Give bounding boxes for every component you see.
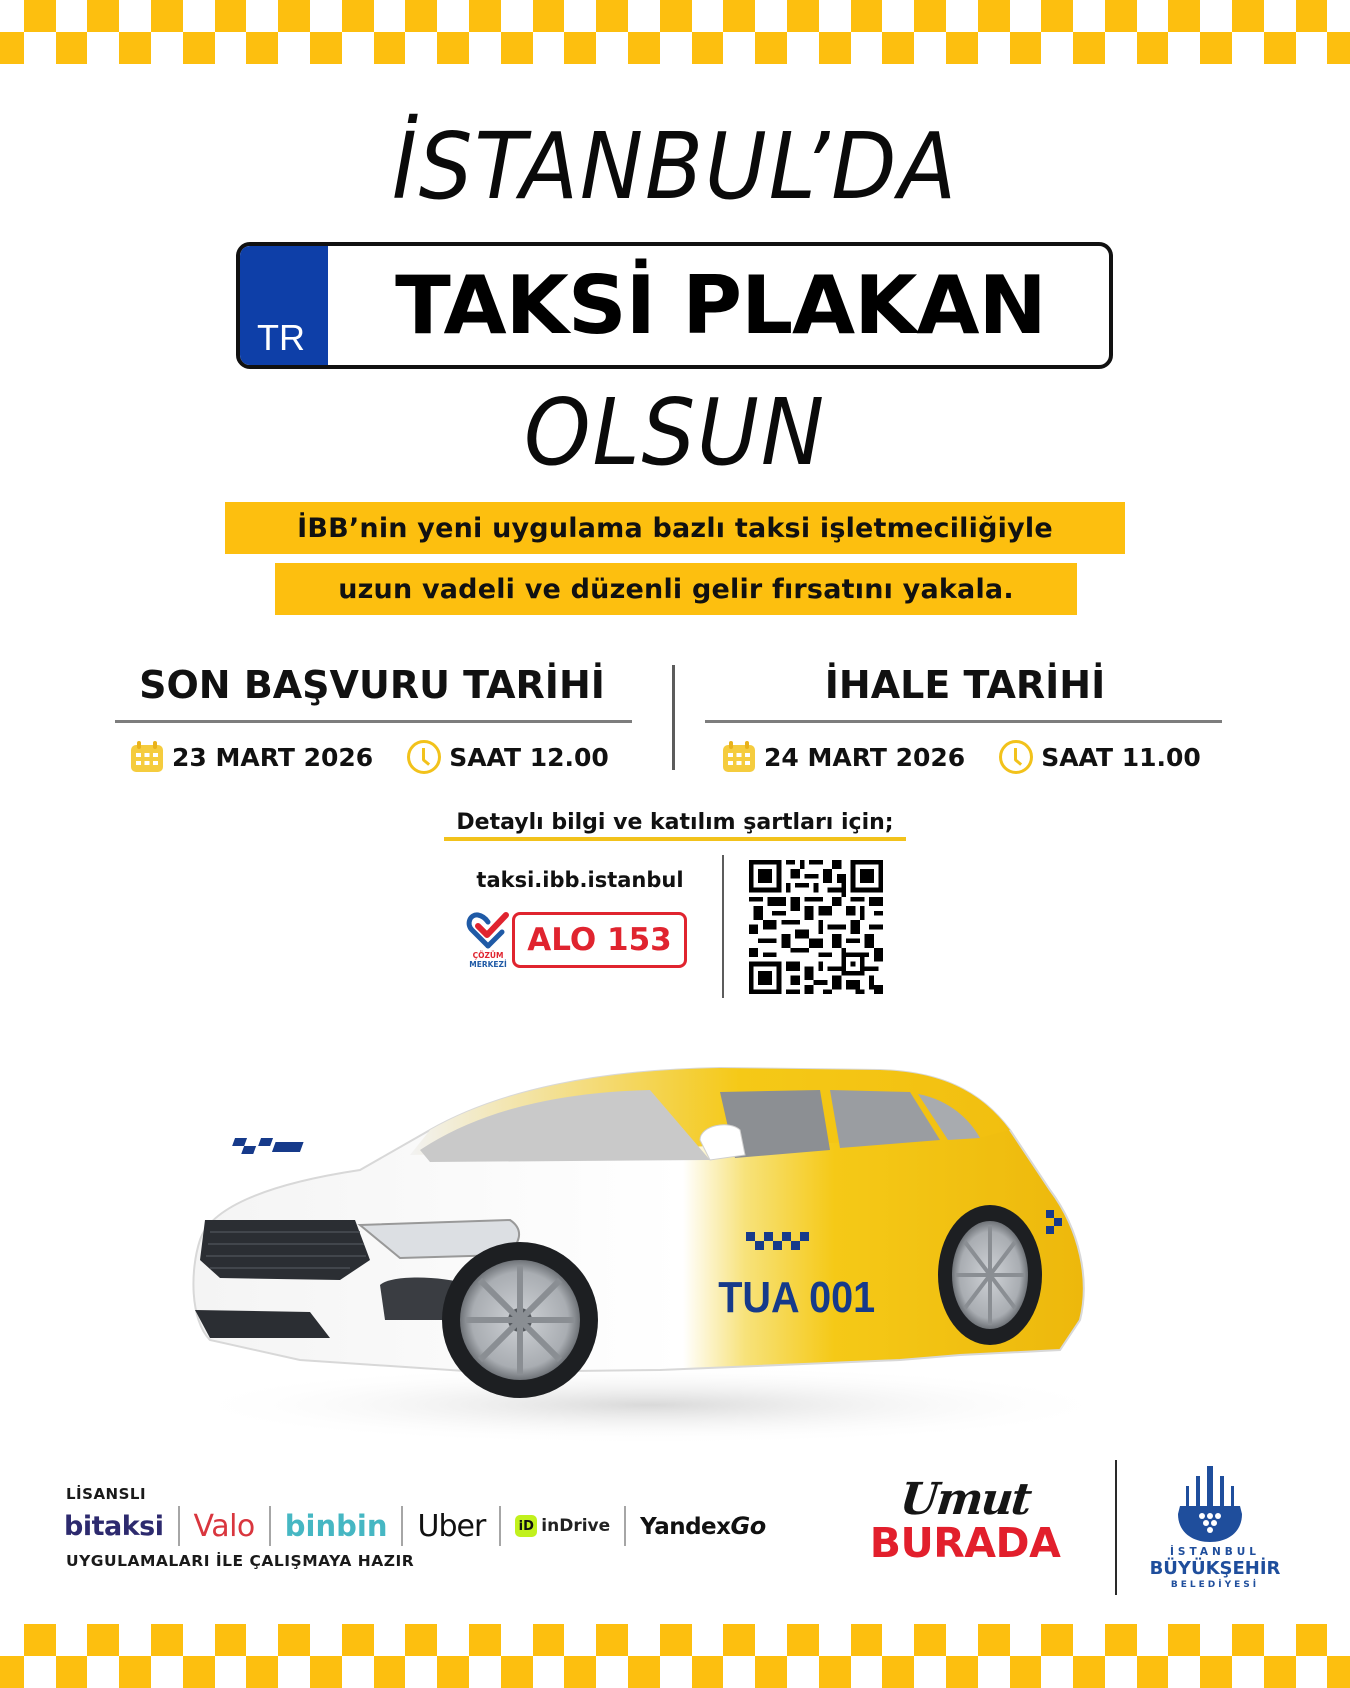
checker-square <box>946 32 978 64</box>
partner-separator <box>178 1506 180 1546</box>
checker-square <box>723 32 755 64</box>
checker-square <box>246 0 278 32</box>
checker-square <box>1105 1624 1137 1656</box>
partner-uber: Uber <box>417 1508 486 1544</box>
checker-square <box>24 1656 56 1688</box>
checker-square <box>1168 0 1200 32</box>
partner-separator <box>401 1506 403 1546</box>
checker-square <box>628 1656 660 1688</box>
checker-square <box>564 1624 596 1656</box>
checker-square <box>278 1624 310 1656</box>
checker-square <box>851 0 883 32</box>
application-date-text: 23 MART 2026 <box>172 742 374 772</box>
checker-square <box>755 0 787 32</box>
checker-square <box>723 1656 755 1688</box>
checker-square <box>914 0 946 32</box>
checker-square <box>1200 1624 1232 1656</box>
checker-square <box>1232 32 1264 64</box>
tender-date-details <box>722 740 1201 774</box>
partners-prefix: LİSANSLI <box>66 1485 147 1503</box>
checker-square <box>87 1656 119 1688</box>
checker-square <box>215 32 247 64</box>
highlight-text-1: İBB’nin yeni uygulama bazlı taksi işletmeciliğiyle <box>297 512 1053 544</box>
checker-square <box>151 1656 183 1688</box>
checker-square <box>183 1624 215 1656</box>
checker-square <box>374 1624 406 1656</box>
checker-square <box>851 1624 883 1656</box>
partner-yandex-go <box>640 1512 766 1540</box>
checker-square <box>1296 1624 1328 1656</box>
checker-square <box>692 0 724 32</box>
checker-square <box>246 1624 278 1656</box>
checker-square <box>1010 0 1042 32</box>
license-plate-banner <box>236 242 1113 369</box>
checker-square <box>978 0 1010 32</box>
checker-square <box>787 0 819 32</box>
checker-square <box>0 1656 24 1688</box>
checker-square <box>1041 0 1073 32</box>
tender-date-text: 24 MART 2026 <box>764 742 966 772</box>
highlight-line-2 <box>275 563 1077 615</box>
checker-square <box>87 32 119 64</box>
checker-square <box>1168 1624 1200 1656</box>
checker-square <box>851 1656 883 1688</box>
checker-square <box>946 0 978 32</box>
checker-square <box>56 32 88 64</box>
checker-square <box>596 32 628 64</box>
application-deadline-title: SON BAŞVURU TARİHİ <box>139 663 605 707</box>
checker-square <box>87 0 119 32</box>
checker-square <box>660 0 692 32</box>
checker-square <box>914 1656 946 1688</box>
checker-square <box>1137 32 1169 64</box>
qr-code-icon[interactable] <box>749 860 883 994</box>
checker-square <box>469 32 501 64</box>
checker-square <box>342 0 374 32</box>
checker-square <box>692 1656 724 1688</box>
checker-square <box>723 0 755 32</box>
ibb-logo-line-2: BÜYÜKŞEHİR <box>1149 1558 1281 1579</box>
checker-square <box>1105 32 1137 64</box>
checker-square <box>151 0 183 32</box>
checker-square <box>1327 1656 1350 1688</box>
headline-line-1: İSTANBUL’DA <box>391 113 959 220</box>
checker-square <box>0 0 24 32</box>
checker-square <box>151 32 183 64</box>
checker-square <box>692 32 724 64</box>
tender-time <box>999 740 1201 774</box>
checker-square <box>374 32 406 64</box>
checker-square <box>978 32 1010 64</box>
tender-date-title: İHALE TARİHİ <box>824 663 1106 707</box>
checker-square <box>1105 1656 1137 1688</box>
checker-square <box>564 1656 596 1688</box>
checker-square <box>1327 1624 1350 1656</box>
checker-square <box>310 32 342 64</box>
checker-square <box>0 32 24 64</box>
calendar-icon <box>722 741 756 773</box>
checker-square <box>819 32 851 64</box>
checker-square <box>1232 1624 1264 1656</box>
checker-square <box>437 1656 469 1688</box>
checker-square <box>755 32 787 64</box>
website-link[interactable]: taksi.ibb.istanbul <box>476 868 684 892</box>
partner-indrive <box>515 1515 610 1537</box>
checker-square <box>437 32 469 64</box>
checker-square <box>469 1656 501 1688</box>
checker-square <box>501 1656 533 1688</box>
checker-square <box>0 1624 24 1656</box>
checker-square <box>660 1624 692 1656</box>
checker-square <box>1041 1624 1073 1656</box>
ibb-logo-line-1: İSTANBUL <box>1170 1546 1260 1558</box>
details-heading-text: Detaylı bilgi ve katılım şartları için; <box>444 810 905 841</box>
checker-square <box>914 32 946 64</box>
logo-divider <box>1115 1460 1117 1595</box>
checker-square <box>310 0 342 32</box>
details-heading <box>0 810 1350 841</box>
headline-line-3: OLSUN <box>524 379 826 486</box>
tender-date <box>722 741 965 773</box>
checker-square <box>787 32 819 64</box>
checker-square <box>1232 1656 1264 1688</box>
checker-square <box>1010 1656 1042 1688</box>
checker-square <box>819 1624 851 1656</box>
clock-icon <box>407 740 441 774</box>
taxi-car-image <box>180 1020 1140 1460</box>
partners-suffix: UYGULAMALARI İLE ÇALIŞMAYA HAZIR <box>66 1552 415 1570</box>
partner-separator <box>499 1506 501 1546</box>
ibb-emblem-icon <box>1170 1466 1250 1544</box>
application-time <box>407 740 609 774</box>
checker-square <box>501 32 533 64</box>
deadlines-vertical-divider <box>672 665 675 770</box>
checker-square <box>56 0 88 32</box>
checker-square <box>1296 32 1328 64</box>
cozum-label-top: ÇÖZÜM <box>472 951 504 960</box>
checker-square <box>437 0 469 32</box>
checker-square <box>564 0 596 32</box>
checker-square <box>946 1624 978 1656</box>
application-date <box>130 741 373 773</box>
checker-square <box>596 0 628 32</box>
plate-headline-text: TAKSİ PLAKAN <box>395 259 1046 352</box>
checker-square <box>56 1656 88 1688</box>
checker-square <box>1010 1624 1042 1656</box>
partner-indrive-label: inDrive <box>541 1516 611 1536</box>
checker-square <box>1264 1624 1296 1656</box>
checker-square <box>660 1656 692 1688</box>
partner-separator <box>269 1506 271 1546</box>
checker-square <box>819 1656 851 1688</box>
checker-square <box>564 32 596 64</box>
checker-square <box>342 32 374 64</box>
checker-square <box>1264 1656 1296 1688</box>
checker-square <box>24 1624 56 1656</box>
indrive-icon: iD <box>515 1515 537 1537</box>
checker-square <box>469 0 501 32</box>
checker-square <box>533 0 565 32</box>
checker-square <box>1073 32 1105 64</box>
checker-square <box>119 1624 151 1656</box>
checker-square <box>596 1624 628 1656</box>
checker-square <box>1264 0 1296 32</box>
top-checker-border <box>0 0 1350 64</box>
checker-square <box>119 1656 151 1688</box>
highlight-line-1 <box>225 502 1125 554</box>
checker-square <box>215 1624 247 1656</box>
checker-square <box>882 32 914 64</box>
checker-square <box>978 1624 1010 1656</box>
checker-square <box>1168 1656 1200 1688</box>
checker-square <box>851 32 883 64</box>
tender-date-divider <box>705 720 1222 723</box>
checker-square <box>1137 0 1169 32</box>
partner-valo: Valo <box>193 1508 255 1544</box>
heart-check-icon <box>464 910 512 950</box>
checker-square <box>660 32 692 64</box>
checker-square <box>882 0 914 32</box>
partner-separator <box>624 1506 626 1546</box>
checker-square <box>278 32 310 64</box>
checker-square <box>374 1656 406 1688</box>
checker-square <box>405 0 437 32</box>
checker-square <box>1073 1656 1105 1688</box>
checker-square <box>755 1624 787 1656</box>
checker-square <box>374 0 406 32</box>
checker-square <box>310 1656 342 1688</box>
highlight-text-2: uzun vadeli ve düzenli gelir fırsatını yakala. <box>338 573 1014 605</box>
contact-vertical-divider <box>722 855 724 998</box>
checker-square <box>56 1624 88 1656</box>
checker-square <box>215 1656 247 1688</box>
partner-binbin: binbin <box>284 1509 388 1543</box>
partner-bitaksi: bitaksi <box>64 1510 164 1542</box>
checker-square <box>278 1656 310 1688</box>
checker-square <box>914 1624 946 1656</box>
checker-square <box>1232 0 1264 32</box>
checker-square <box>405 1656 437 1688</box>
checker-square <box>183 32 215 64</box>
checker-square <box>1073 0 1105 32</box>
partner-yandex-label: Yandex <box>640 1514 731 1540</box>
checker-square <box>1137 1656 1169 1688</box>
checker-square <box>628 1624 660 1656</box>
campaign-logo-line-1: Umut <box>897 1474 1033 1525</box>
checker-square <box>278 0 310 32</box>
checker-square <box>1041 32 1073 64</box>
checker-square <box>246 1656 278 1688</box>
cozum-merkezi-logo <box>464 910 512 972</box>
tender-time-text: SAAT 11.00 <box>1041 742 1201 772</box>
checker-square <box>628 32 660 64</box>
checker-square <box>151 1624 183 1656</box>
application-time-text: SAAT 12.00 <box>449 742 609 772</box>
checker-square <box>596 1656 628 1688</box>
alo-153-hotline[interactable]: ALO 153 <box>512 912 687 968</box>
checker-square <box>310 1624 342 1656</box>
checker-square <box>1200 0 1232 32</box>
checker-square <box>24 32 56 64</box>
checker-square <box>1200 32 1232 64</box>
partner-apps-list <box>64 1504 766 1548</box>
checker-square <box>882 1656 914 1688</box>
cozum-label-bottom: MERKEZİ <box>469 960 507 969</box>
checker-square <box>1073 1624 1105 1656</box>
checker-square <box>1327 32 1350 64</box>
checker-square <box>342 1624 374 1656</box>
application-deadline-divider <box>115 720 632 723</box>
checker-square <box>946 1656 978 1688</box>
checker-square <box>215 0 247 32</box>
checker-square <box>628 0 660 32</box>
campaign-logo-line-2: BURADA <box>869 1519 1061 1567</box>
checker-square <box>1327 0 1350 32</box>
checker-square <box>183 0 215 32</box>
checker-square <box>1168 32 1200 64</box>
checker-square <box>1041 1656 1073 1688</box>
checker-square <box>1137 1624 1169 1656</box>
checker-square <box>1296 1656 1328 1688</box>
calendar-icon <box>130 741 164 773</box>
car-plate-text: TUA 001 <box>718 1272 876 1322</box>
checker-square <box>819 0 851 32</box>
plate-country-band <box>240 246 328 365</box>
checker-square <box>755 1656 787 1688</box>
checker-square <box>183 1656 215 1688</box>
ibb-logo-line-3: BELEDİYESİ <box>1170 1580 1260 1590</box>
checker-square <box>1296 0 1328 32</box>
checker-square <box>437 1624 469 1656</box>
application-deadline-details <box>130 740 609 774</box>
checker-square <box>119 32 151 64</box>
checker-square <box>882 1624 914 1656</box>
checker-square <box>501 0 533 32</box>
checker-square <box>692 1624 724 1656</box>
checker-square <box>1264 32 1296 64</box>
checker-square <box>787 1624 819 1656</box>
checker-square <box>1105 0 1137 32</box>
checker-square <box>533 32 565 64</box>
checker-square <box>119 0 151 32</box>
checker-square <box>501 1624 533 1656</box>
plate-country-code: TR <box>257 317 305 358</box>
checker-square <box>246 32 278 64</box>
checker-square <box>87 1624 119 1656</box>
checker-square <box>1010 32 1042 64</box>
checker-square <box>533 1624 565 1656</box>
checker-square <box>978 1656 1010 1688</box>
checker-square <box>342 1656 374 1688</box>
checker-square <box>723 1624 755 1656</box>
checker-square <box>24 0 56 32</box>
checker-square <box>469 1624 501 1656</box>
partner-yandex-go-suffix: Go <box>730 1512 766 1540</box>
checker-square <box>405 1624 437 1656</box>
checker-square <box>405 32 437 64</box>
clock-icon <box>999 740 1033 774</box>
checker-square <box>787 1656 819 1688</box>
bottom-checker-border <box>0 1624 1350 1688</box>
checker-square <box>1200 1656 1232 1688</box>
checker-square <box>533 1656 565 1688</box>
